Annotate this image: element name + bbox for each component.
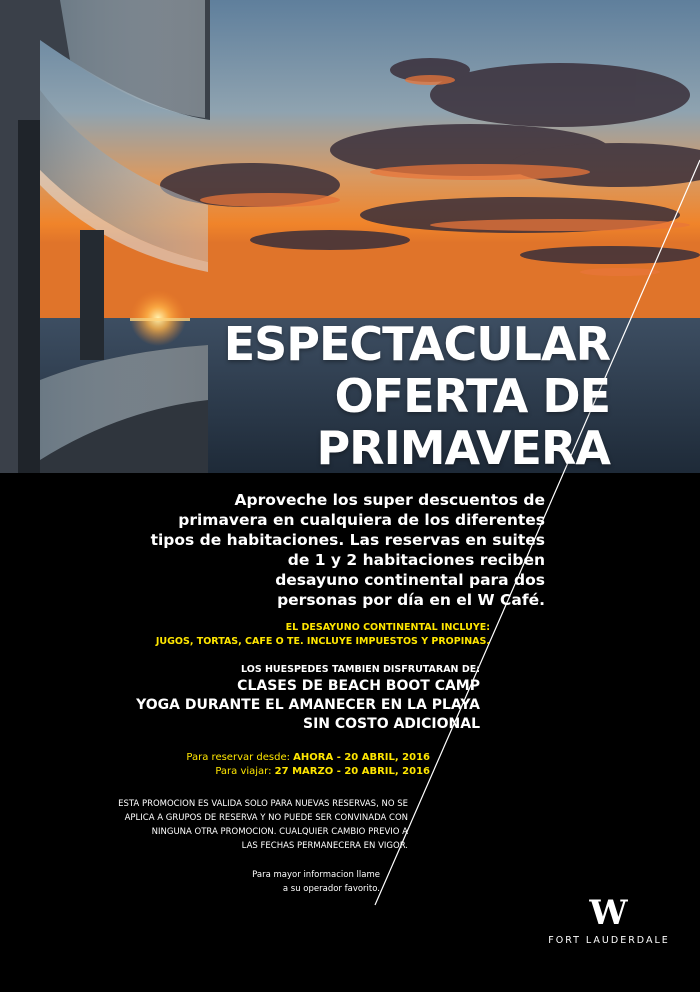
travel-label: Para viajar: <box>215 766 272 777</box>
logo-mark: W <box>589 893 629 933</box>
travel-value: 27 MARZO - 20 ABRIL, 2016 <box>274 766 430 777</box>
amenity-item: YOGA DURANTE EL AMANECER EN LA PLAYA <box>136 697 480 713</box>
intro-line: primavera en cualquiera de los diferentes <box>178 511 545 529</box>
headline-line: ESPECTACULAR <box>223 317 610 371</box>
guest-amenities <box>120 663 480 734</box>
w-hotel-logo <box>534 895 684 946</box>
amenity-item: SIN COSTO ADICIONAL <box>303 716 480 732</box>
booking-window <box>120 751 430 765</box>
intro-line: Aproveche los super descuentos de <box>234 491 545 509</box>
breakfast-includes <box>100 621 490 649</box>
breakfast-line: EL DESAYUNO CONTINENTAL INCLUYE: <box>285 622 490 633</box>
intro-line: desayuno continental para dos <box>275 571 545 589</box>
headline-line: PRIMAVERA <box>316 421 610 475</box>
contact-line: a su operador favorito. <box>282 884 380 894</box>
contact-line: Para mayor informacion llame <box>252 870 380 880</box>
logo-location: FORT LAUDERDALE <box>548 935 670 946</box>
terms-line: ESTA PROMOCION ES VALIDA SOLO PARA NUEVAS RESERVAS, NO SE <box>118 799 408 809</box>
terms-line: LAS FECHAS PERMANECERA EN VIGOR. <box>241 841 408 851</box>
intro-line: tipos de habitaciones. Las reservas en suites <box>150 531 545 549</box>
book-value: AHORA - 20 ABRIL, 2016 <box>293 752 430 763</box>
terms-line: NINGUNA OTRA PROMOCION. CUALQUIER CAMBIO PREVIO A <box>151 827 408 837</box>
intro-paragraph <box>140 490 545 610</box>
breakfast-line: JUGOS, TORTAS, CAFE O TE. INCLUYE IMPUESTOS Y PROPINAS. <box>155 636 490 647</box>
intro-line: de 1 y 2 habitaciones reciben <box>287 551 545 569</box>
headline <box>150 318 610 474</box>
contact-info <box>200 868 380 896</box>
headline-line: OFERTA DE <box>334 369 610 423</box>
travel-window <box>120 765 430 779</box>
book-label: Para reservar desde: <box>186 752 290 763</box>
intro-line: personas por día en el W Café. <box>277 591 545 609</box>
terms-conditions <box>20 797 408 853</box>
terms-line: APLICA A GRUPOS DE RESERVA Y NO PUEDE SER CONVINADA CON <box>124 813 408 823</box>
amenity-item: CLASES DE BEACH BOOT CAMP <box>237 678 480 694</box>
booking-dates <box>120 751 430 779</box>
guests-lead: LOS HUESPEDES TAMBIEN DISFRUTARAN DE: <box>241 664 480 675</box>
